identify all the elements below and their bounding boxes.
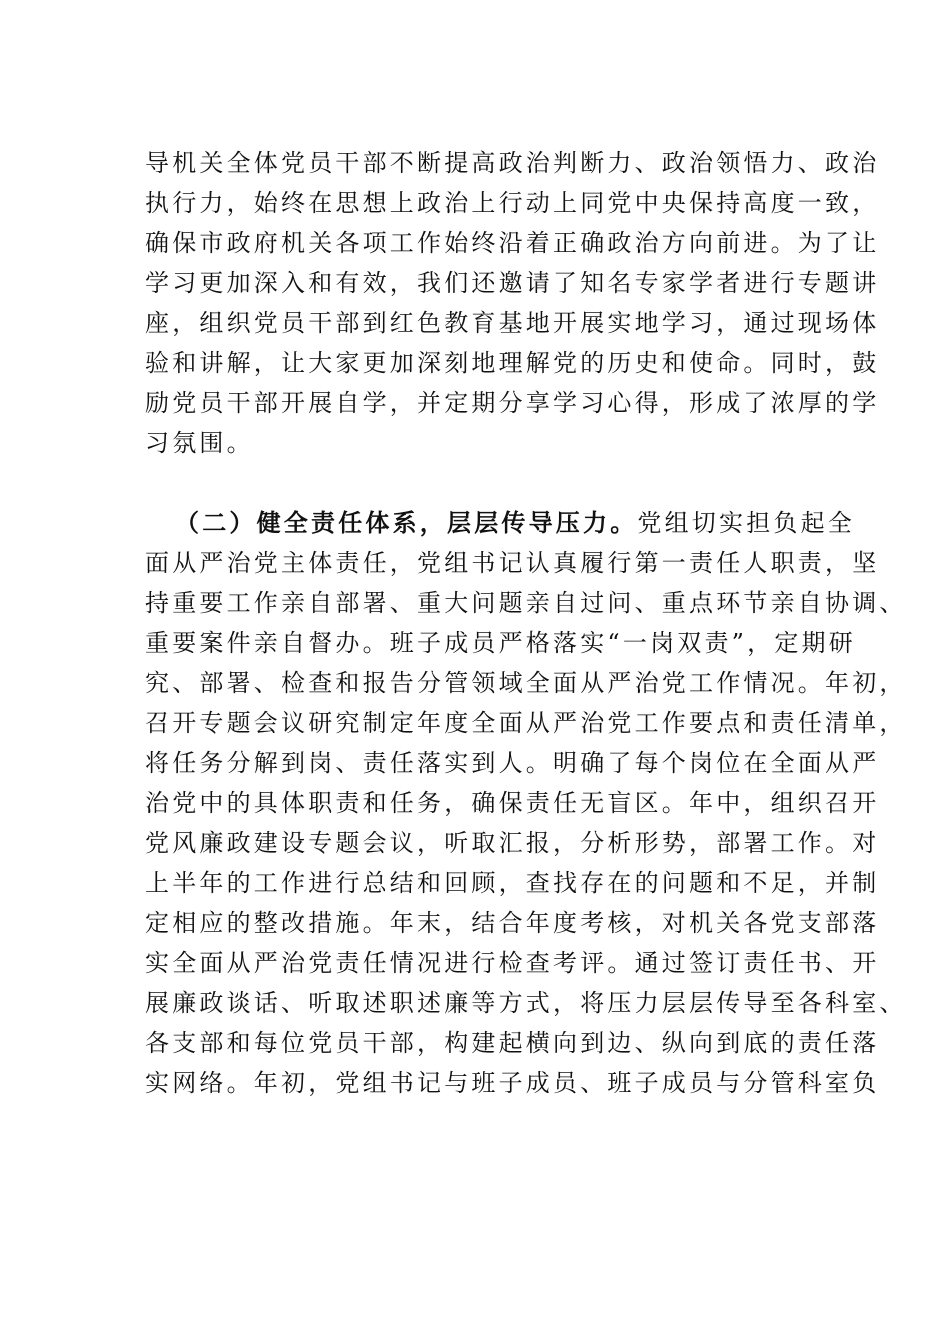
- paragraph-2-line: 将任务分解到岗、责任落实到人。明确了每个岗位在全面从严: [145, 749, 880, 777]
- paragraph-1-line: 导机关全体党员干部不断提高政治判断力、政治领悟力、政治: [145, 149, 880, 177]
- paragraph-2-lead-text: 党组切实担负起全: [637, 509, 856, 537]
- paragraph-2-line: 重要案件亲自督办。班子成员严格落实“一岗双责”，定期研: [145, 629, 856, 657]
- paragraph-2-line: 实网络。年初，党组书记与班子成员、班子成员与分管科室负: [145, 1069, 880, 1097]
- paragraph-1-line: 执行力，始终在思想上政治上行动上同党中央保持高度一致，: [145, 189, 880, 217]
- paragraph-2-line: 究、部署、检查和报告分管领域全面从严治党工作情况。年初，: [145, 669, 907, 697]
- paragraph-1-line: 学习更加深入和有效，我们还邀请了知名专家学者进行专题讲: [145, 269, 880, 297]
- paragraph-2-line: 展廉政谈话、听取述职述廉等方式，将压力层层传导至各科室、: [145, 989, 907, 1017]
- paragraph-2-line: 持重要工作亲自部署、重大问题亲自过问、重点环节亲自协调、: [145, 589, 907, 617]
- paragraph-1-line: 确保市政府机关各项工作始终沿着正确政治方向前进。为了让: [145, 229, 880, 257]
- paragraph-1-line: 座，组织党员干部到红色教育基地开展实地学习，通过现场体: [145, 309, 880, 337]
- paragraph-2-line: 面从严治党主体责任，党组书记认真履行第一责任人职责，坚: [145, 549, 880, 577]
- paragraph-1-line: 励党员干部开展自学，并定期分享学习心得，形成了浓厚的学: [145, 389, 880, 417]
- paragraph-2-line: 实全面从严治党责任情况进行检查考评。通过签订责任书、开: [145, 949, 880, 977]
- section-heading: （二）健全责任体系，层层传导压力。: [175, 508, 638, 537]
- paragraph-2-line: 召开专题会议研究制定年度全面从严治党工作要点和责任清单，: [145, 709, 907, 737]
- paragraph-2-line: 各支部和每位党员干部，构建起横向到边、纵向到底的责任落: [145, 1029, 880, 1057]
- paragraph-2-line: 定相应的整改措施。年末，结合年度考核，对机关各党支部落: [145, 909, 880, 937]
- paragraph-1-line: 验和讲解，让大家更加深刻地理解党的历史和使命。同时，鼓: [145, 349, 880, 377]
- paragraph-2-line: 治党中的具体职责和任务，确保责任无盲区。年中，组织召开: [145, 789, 880, 817]
- paragraph-2-line: 党风廉政建设专题会议，听取汇报，分析形势，部署工作。对: [145, 829, 880, 857]
- paragraph-2-line: 上半年的工作进行总结和回顾，查找存在的问题和不足，并制: [145, 869, 880, 897]
- paragraph-2-first-line: [175, 503, 855, 543]
- paragraph-1-line: 习氛围。: [145, 429, 254, 457]
